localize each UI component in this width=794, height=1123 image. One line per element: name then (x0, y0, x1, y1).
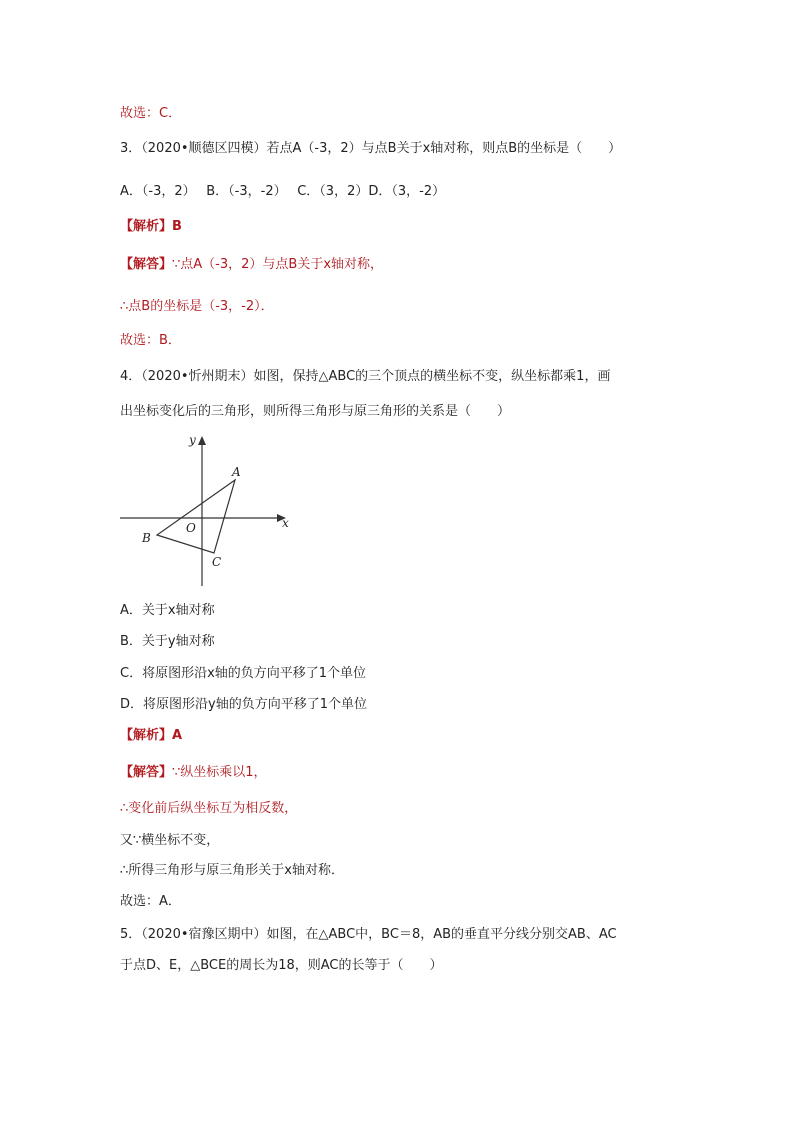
q4-analysis (120, 727, 182, 745)
analysis-tag: 【解析】 (120, 728, 173, 743)
triangle-abc (157, 480, 235, 553)
label-a: A (232, 465, 241, 479)
question-3-stem: 3．（2020•顺德区四模）若点A（-3，2）与点B关于x轴对称，则点B的坐标是（ ） (120, 141, 622, 156)
analysis-answer: B (172, 219, 182, 234)
option-c: C．将原图形沿x轴的负方向平移了1个单位 (120, 666, 367, 681)
q4-solution-step-1: ∴变化前后纵坐标互为相反数， (120, 801, 298, 816)
question-5-stem-2: 于点D、E，△BCE的周长为18，则AC的长等于（ ） (120, 958, 443, 973)
question-4-stem-2: 出坐标变化后的三角形，则所得三角形与原三角形的关系是（ ） (120, 404, 511, 419)
solution-tag: 【解答】 (120, 765, 173, 780)
question-5-stem-1: 5．（2020•宿豫区期中）如图，在△ABC中，BC＝8，AB的垂直平分线分别交AB、AC (120, 927, 617, 942)
q3-analysis (120, 218, 182, 236)
label-b: B (142, 531, 151, 545)
q3-solution-step: ∴点B的坐标是（-3，-2）． (120, 299, 274, 314)
option-d: D．将原图形沿y轴的负方向平移了1个单位 (120, 697, 367, 712)
option-a: A．关于x轴对称 (120, 603, 215, 618)
analysis-answer: A (172, 728, 183, 743)
q3-choice-line: 故选：B． (120, 333, 181, 348)
solution-text: ∵纵坐标乘以1， (172, 765, 267, 780)
question-3-options: A．（-3，2） B．（-3，-2） C．（3，2）D．（3，-2） (120, 184, 446, 199)
label-y: y (189, 433, 196, 447)
y-axis-arrow (198, 436, 206, 445)
analysis-tag: 【解析】 (120, 219, 173, 234)
q4-solution-step-2: 又∵横坐标不变， (120, 833, 220, 848)
option-b: B．关于y轴对称 (120, 634, 215, 649)
q2-answer-line: 故选：C． (120, 106, 182, 121)
q3-solution (120, 256, 383, 274)
coordinate-figure (112, 428, 297, 588)
q4-solution (120, 764, 267, 782)
solution-tag: 【解答】 (120, 257, 173, 272)
question-4-stem-1: 4．（2020•忻州期末）如图，保持△ABC的三个顶点的横坐标不变，纵坐标都乘1，画 (120, 369, 611, 384)
label-o: O (186, 521, 196, 535)
solution-text: ∵点A（-3，2）与点B关于x轴对称， (172, 257, 384, 272)
label-x: x (282, 516, 289, 530)
label-c: C (212, 555, 222, 569)
q4-solution-step-3: ∴所得三角形与原三角形关于x轴对称． (120, 863, 344, 878)
q4-choice-line: 故选：A． (120, 894, 181, 909)
